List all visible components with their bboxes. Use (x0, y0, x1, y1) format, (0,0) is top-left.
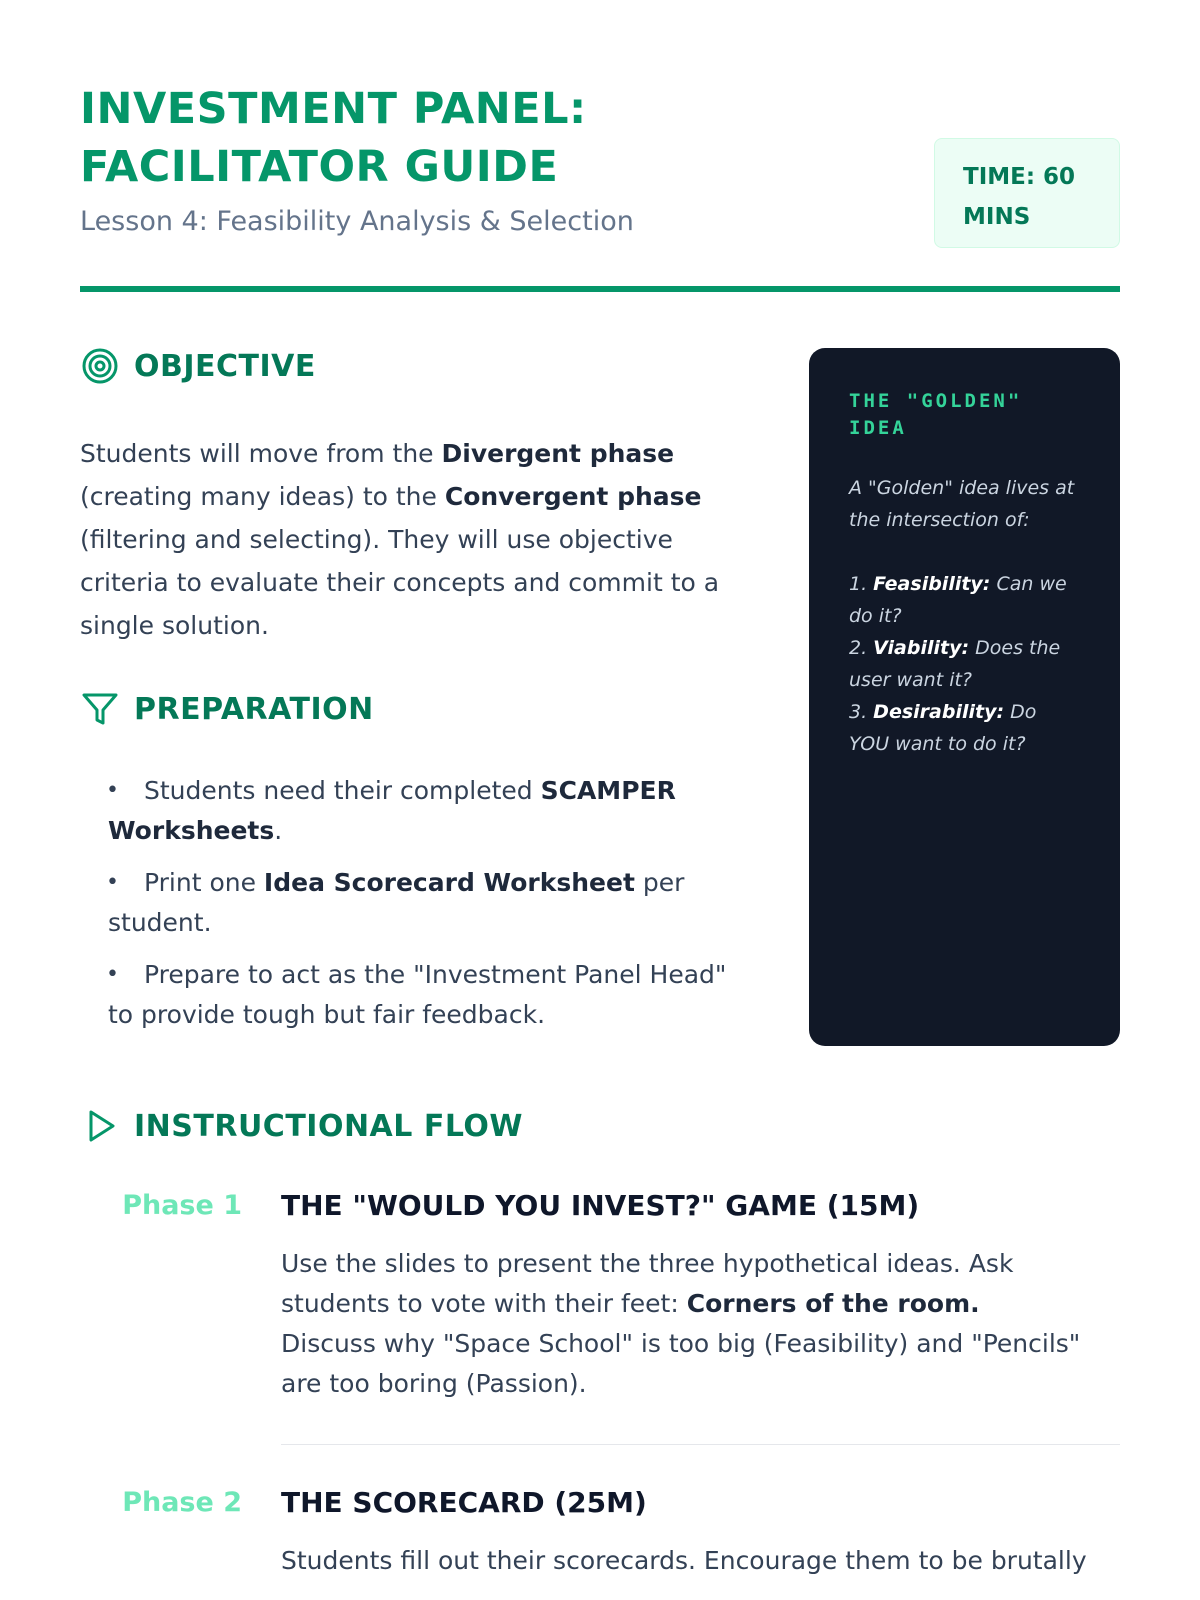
preparation-section (80, 687, 740, 1035)
criterion-number: 1. (849, 573, 874, 595)
page-title-line2: FACILITATOR GUIDE (80, 142, 559, 192)
instructional-flow-heading (80, 1104, 1120, 1148)
phase-label: Phase 1 (122, 1190, 242, 1221)
golden-criterion-desirability (849, 696, 1080, 760)
time-badge-line2: MINS (963, 204, 1031, 230)
instructional-flow-title: INSTRUCTIONAL FLOW (134, 1108, 523, 1144)
objective-text-3: (filtering and selecting). They will use objective criteria to evaluate their concepts and commit to a single solution. (80, 525, 720, 640)
list-item (80, 863, 740, 943)
list-item (80, 955, 740, 1035)
left-column (80, 344, 740, 1047)
preparation-title: PREPARATION (134, 691, 374, 727)
page-subtitle: Lesson 4: Feasibility Analysis & Selection (80, 206, 634, 237)
list-item-text: Print one (144, 868, 264, 897)
objective-text-2: (creating many ideas) to the (80, 482, 445, 511)
objective-text (80, 432, 740, 647)
phase-label: Phase 2 (122, 1487, 242, 1518)
phase-text-2: Discuss why "Space School" is too big (Feasibility) and "Pencils" are too boring (Passion). (281, 1329, 1081, 1398)
objective-text-1: Students will move from the (80, 439, 442, 468)
play-icon (80, 1106, 120, 1146)
golden-idea-title: THE "GOLDEN" IDEA (849, 390, 1023, 439)
page-title-line1: INVESTMENT PANEL: (80, 84, 587, 134)
criterion-question: Does the user want it? (849, 637, 1061, 691)
phase-text (281, 1244, 1120, 1404)
list-item-text: Students need their completed (144, 776, 541, 805)
golden-criterion-viability (849, 632, 1080, 696)
instructional-flow-section (80, 1104, 1120, 1581)
criterion-question: Can we do it? (849, 573, 1067, 627)
phase-2 (80, 1485, 1120, 1581)
phase-1 (80, 1188, 1120, 1445)
divergent-phase-term: Divergent phase (441, 439, 675, 468)
objective-title: OBJECTIVE (134, 348, 316, 384)
phase-title: THE "WOULD YOU INVEST?" GAME (15M) (281, 1189, 920, 1222)
criterion-number: 2. (849, 637, 874, 659)
list-item-bold: SCAMPER Worksheets (108, 776, 676, 845)
convergent-phase-term: Convergent phase (444, 482, 702, 511)
phase-text-bold: Corners of the room. (686, 1289, 980, 1318)
criterion-name: Feasibility: (873, 573, 991, 595)
phase-title: THE SCORECARD (25M) (281, 1486, 647, 1519)
phase-text-1: Use the slides to present the three hypothetical ideas. Ask students to vote with their feet: (281, 1249, 1014, 1318)
golden-idea-body (849, 472, 1080, 760)
criterion-question: Do YOU want to do it? (849, 701, 1037, 755)
phase-divider (281, 1444, 1120, 1445)
list-item (80, 771, 740, 851)
list-item-text: Prepare to act as the "Investment Panel Head" to provide tough but fair feedback. (108, 960, 727, 1029)
time-badge-line1: TIME: 60 (963, 164, 1076, 190)
objective-heading (80, 344, 740, 388)
list-item-bold: Idea Scorecard Worksheet (263, 868, 635, 897)
preparation-heading (80, 687, 740, 731)
list-item-text-end: . (274, 816, 283, 845)
header-divider (80, 286, 1120, 292)
golden-idea-intro: A "Golden" idea lives at the intersection of: (849, 477, 1075, 531)
golden-criterion-feasibility (849, 568, 1080, 632)
phase-text-1: Students fill out their scorecards. Encourage them to be brutally (281, 1546, 1087, 1575)
preparation-list (80, 771, 740, 1035)
phase-body (281, 1485, 1120, 1581)
phase-text (281, 1541, 1120, 1581)
phase-body (281, 1188, 1120, 1404)
golden-idea-card (809, 348, 1120, 1046)
time-badge (934, 138, 1120, 248)
target-icon (80, 346, 120, 386)
filter-icon (80, 689, 120, 729)
criterion-name: Desirability: (873, 701, 1005, 723)
objective-section (80, 344, 740, 647)
page-header (80, 80, 1120, 290)
list-item-text-end: per student. (108, 868, 685, 937)
criterion-name: Viability: (873, 637, 970, 659)
facilitator-guide-page (80, 80, 1120, 1575)
criterion-number: 3. (849, 701, 874, 723)
